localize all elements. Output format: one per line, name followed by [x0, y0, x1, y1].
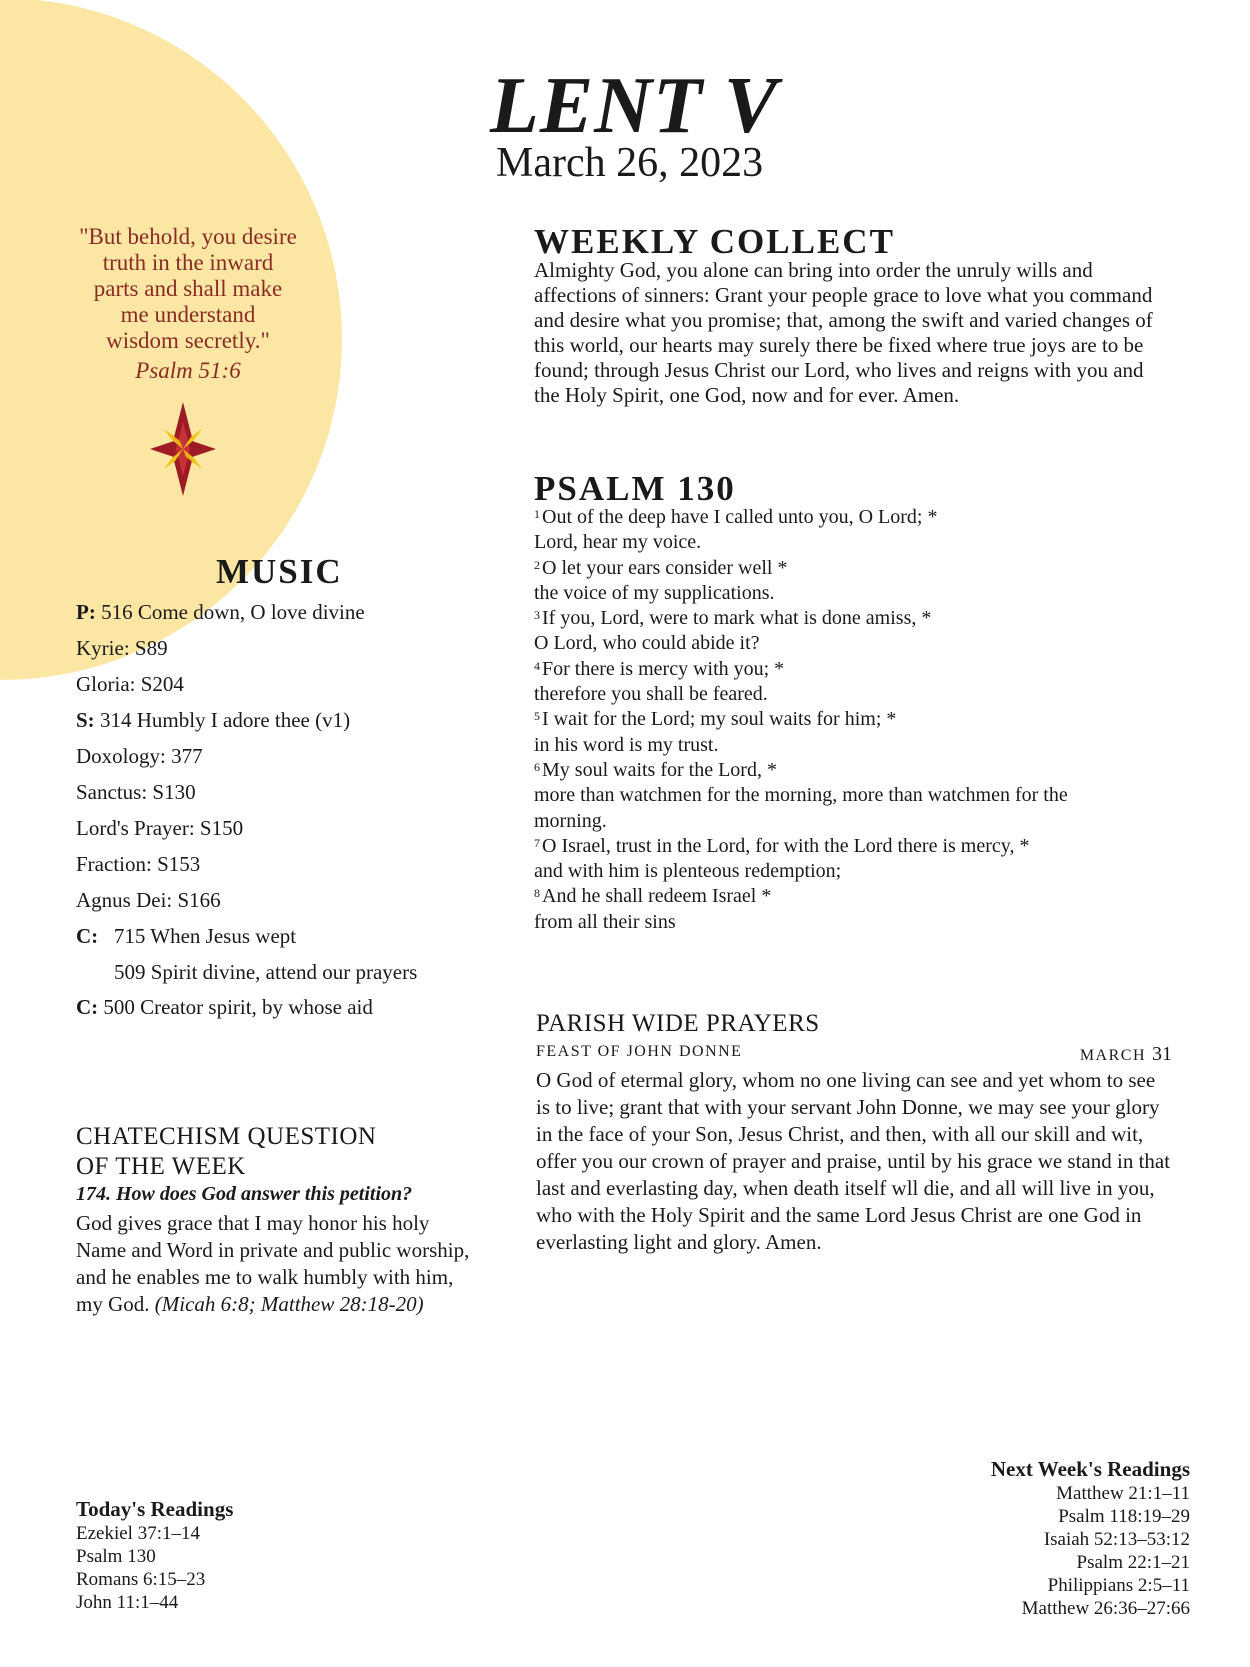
catechism-line: Name and Word in private and public worship, — [76, 1238, 470, 1262]
catechism-citation: (Micah 6:8; Matthew 28:18-20) — [154, 1292, 424, 1316]
reading-item: Psalm 22:1–21 — [1076, 1552, 1190, 1573]
page-date: March 26, 2023 — [496, 140, 764, 186]
reading-item: Isaiah 52:13–53:12 — [1043, 1529, 1190, 1550]
quote-line: truth in the inward — [102, 250, 274, 275]
reading-item: Psalm 118:19–29 — [1058, 1506, 1190, 1527]
music-item: Agnus Dei: S166 — [76, 888, 221, 912]
reading-item: Ezekiel 37:1–14 — [76, 1523, 200, 1544]
collect-line: the Holy Spirit, one God, now and for ever. Amen. — [534, 383, 960, 407]
psalm-heading: PSALM 130 — [534, 469, 736, 508]
music-item: 509 Spirit divine, attend our prayers — [114, 960, 418, 984]
catechism-heading: CHATECHISM QUESTION OF THE WEEK — [76, 1123, 377, 1180]
collect-heading: WEEKLY COLLECT — [534, 222, 895, 261]
psalm-line: $^6$ My soul waits for the Lord, * — [534, 758, 777, 781]
psalm-text — [534, 505, 1174, 935]
page-title: LENT V — [490, 62, 779, 150]
psalm-line: $^7$ O Israel, trust in the Lord, for with the Lord there is mercy, * — [534, 834, 1030, 857]
reading-item: Psalm 130 — [76, 1546, 156, 1567]
quote-line: "But behold, you desire — [79, 224, 297, 249]
music-item: C: 500 Creator spirit, by whose aid — [76, 995, 373, 1019]
next-weeks-readings-heading: Next Week's Readings — [990, 1457, 1190, 1481]
psalm-line: the voice of my supplications. — [534, 581, 775, 604]
todays-readings — [76, 1496, 233, 1614]
prayer-line: in the face of your Son, Jesus Christ, and then, with all our skill and wit, — [536, 1122, 1144, 1146]
next-weeks-readings — [991, 1456, 1190, 1620]
collect-line: this world, our hearts may surely there be fixed where true joys are to be — [534, 333, 1144, 357]
psalm-line: $^2$ O let your ears consider well * — [534, 556, 788, 579]
catechism-answer — [76, 1210, 496, 1318]
psalm-line: $^5$ I wait for the Lord; my soul waits for him; * — [534, 708, 897, 731]
prayer-line: O God of etermal glory, whom no one living can see and yet whom to see — [536, 1068, 1156, 1092]
feast-name: FEAST OF JOHN DONNE — [536, 1043, 743, 1060]
psalm-line: $^8$ And he shall redeem Israel * — [534, 885, 772, 908]
feast-date: MARCH 31 — [1079, 1043, 1172, 1065]
psalm-line: $^3$ If you, Lord, were to mark what is done amiss, * — [534, 607, 932, 630]
collect-line: affections of sinners: Grant your people grace to love what you command — [534, 283, 1153, 307]
scripture-quote — [58, 224, 318, 384]
collect-line: Almighty God, you alone can bring into order the unruly wills and — [534, 258, 1093, 282]
quote-line: me understand — [120, 302, 256, 327]
reading-item: Romans 6:15–23 — [76, 1569, 206, 1590]
psalm-line: from all their sins — [534, 910, 676, 933]
music-item: Gloria: S204 — [76, 672, 184, 696]
music-item: S: 314 Humbly I adore thee (v1) — [76, 708, 351, 732]
psalm-line: in his word is my trust. — [534, 733, 719, 756]
prayers-heading: PARISH WIDE PRAYERS — [536, 1010, 820, 1037]
psalm-line: $^1$ Out of the deep have I called unto you, O Lord; * — [534, 506, 938, 528]
feast-line — [536, 1043, 1172, 1065]
psalm-line: and with him is plenteous redemption; — [534, 860, 842, 883]
music-item: Lord's Prayer: S150 — [76, 816, 244, 840]
catechism-line: God gives grace that I may honor his holy — [76, 1211, 430, 1235]
psalm-line: morning. — [534, 809, 607, 832]
collect-text — [534, 258, 1184, 408]
prayer-text — [536, 1067, 1186, 1256]
prayer-line: is to live; grant that with your servant John Donne, we may see your glory — [536, 1095, 1160, 1119]
catechism-line: and he enables me to walk humbly with him, — [76, 1265, 454, 1289]
music-item: Doxology: 377 — [76, 744, 203, 768]
music-heading: MUSIC — [216, 552, 343, 591]
collect-line: and desire what you promise; that, among the swift and varied changes of — [534, 308, 1153, 332]
catechism-question: 174. How does God answer this petition? — [76, 1183, 413, 1205]
music-list — [76, 598, 417, 1029]
psalm-line: $^4$ For there is mercy with you; * — [534, 657, 785, 680]
quote-line: wisdom secretly." — [106, 328, 270, 353]
reading-item: John 11:1–44 — [76, 1592, 179, 1613]
reading-item: Matthew 26:36–27:66 — [1021, 1598, 1190, 1619]
psalm-line: therefore you shall be feared. — [534, 683, 768, 706]
psalm-line: more than watchmen for the morning, more than watchmen for the — [534, 784, 1068, 807]
quote-line: parts and shall make — [93, 276, 283, 301]
prayer-line: last and everlasting day, when death itself wll die, and all will live in you, — [536, 1176, 1155, 1200]
prayer-line: everlasting light and glory. Amen. — [536, 1230, 822, 1254]
music-item: Kyrie: S89 — [76, 636, 168, 660]
catechism-line: my God. (Micah 6:8; Matthew 28:18-20) — [76, 1292, 424, 1316]
music-item: Sanctus: S130 — [76, 780, 196, 804]
prayer-line: who with the Holy Spirit and the same Lord Jesus Christ are one God in — [536, 1203, 1142, 1227]
music-item: P: 516 Come down, O love divine — [76, 600, 365, 624]
reading-item: Philippians 2:5–11 — [1047, 1575, 1190, 1596]
reading-item: Matthew 21:1–11 — [1056, 1483, 1190, 1504]
prayer-line: offer you our crown of prayer and praise, until by his grace we stand in that — [536, 1149, 1171, 1173]
todays-readings-heading: Today's Readings — [76, 1497, 234, 1521]
music-item: C: 715 When Jesus wept — [76, 924, 297, 948]
music-item: Fraction: S153 — [76, 852, 201, 876]
collect-line: found; through Jesus Christ our Lord, who lives and reigns with you and — [534, 358, 1144, 382]
star-ornament-icon — [150, 402, 216, 496]
psalm-line: O Lord, who could abide it? — [534, 632, 760, 655]
psalm-line: Lord, hear my voice. — [534, 531, 702, 554]
quote-reference: Psalm 51:6 — [135, 358, 241, 383]
